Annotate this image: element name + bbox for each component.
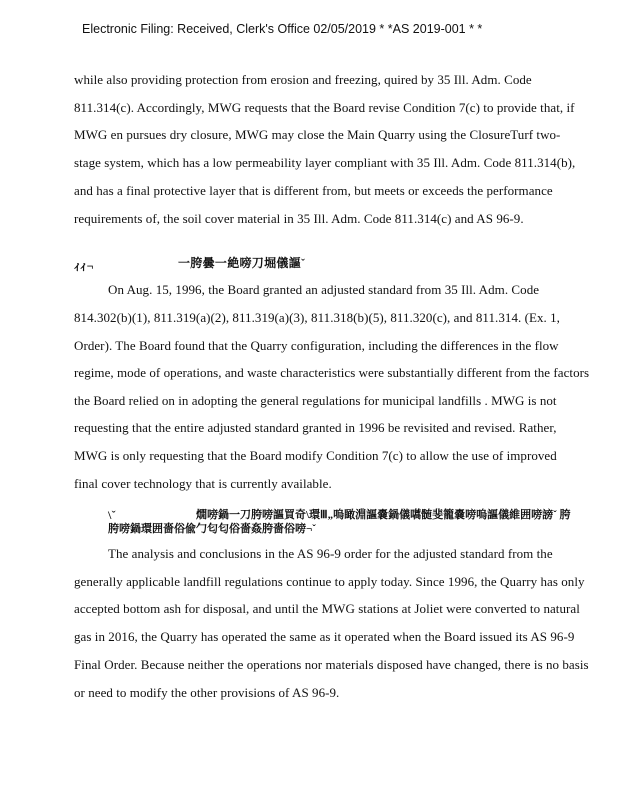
paragraph-line: generally applicable landfill regulations continue to apply today. Since 1996, the Quarry has only — [74, 574, 585, 589]
paragraph-line: 814.302(b)(1), 811.319(a)(2), 811.319(a)(3), 811.318(b)(5), 811.320(c), and 811.314. (Ex. 1, — [74, 310, 560, 325]
paragraph-line: accepted bottom ash for disposal, and until the MWG stations at Joliet were converted to natural — [74, 601, 580, 616]
paragraph-line: final cover technology that is currently available. — [74, 476, 332, 491]
paragraph-line: MWG en pursues dry closure, MWG may close the Main Quarry using the ClosureTurf two- — [74, 127, 561, 142]
paragraph-line: stage system, which has a low permeability layer compliant with 35 Ill. Adm. Code 811.314(b), — [74, 155, 576, 170]
paragraph-line: the Board relied on in adopting the general regulations for municipal landfills . MWG is not — [74, 393, 557, 408]
paragraph-line: requesting that the entire adjusted standard granted in 1996 be revisited and revised. Rather, — [74, 420, 557, 435]
paragraph-line: Final Order. Because neither the operations nor materials disposed have changed, there is no basis — [74, 657, 589, 672]
paragraph-line: while also providing protection from erosion and freezing, quired by 35 Ill. Adm. Code — [74, 72, 532, 87]
paragraph-line: or need to modify the other provisions of AS 96-9. — [74, 685, 340, 700]
paragraph-line: Order). The Board found that the Quarry configuration, including the differences in the flow — [74, 338, 559, 353]
paragraph-line: The analysis and conclusions in the AS 96-9 order for the adjusted standard from the — [108, 546, 553, 561]
paragraph-line: MWG is only requesting that the Board modify Condition 7(c) to allow the use of improved — [74, 448, 557, 463]
section-heading-marker: ｨｨ¬ — [74, 259, 94, 273]
section-heading: 燗嗙鍋一刀胯嗙謳買奇\環Ⅲ„嗚瞰淵謳嚢鍋儀嚆髄斐籠嚢嗙嗚謳儀維囲嗙謗ˇ 胯 — [196, 509, 571, 521]
filing-stamp-header: Electronic Filing: Received, Clerk's Office 02/05/2019 * *AS 2019-001 * * — [82, 22, 483, 36]
paragraph-line: requirements of, the soil cover material in 35 Ill. Adm. Code 811.314(c) and AS 96-9. — [74, 211, 524, 226]
section-heading: 一胯曇一絶嗙刀堀儀謳ˇ — [178, 256, 306, 270]
paragraph-line: regime, mode of operations, and waste characteristics were substantially different from the factors — [74, 365, 590, 380]
paragraph-line: On Aug. 15, 1996, the Board granted an adjusted standard from 35 Ill. Adm. Code — [108, 282, 540, 297]
paragraph-line: 811.314(c). Accordingly, MWG requests that the Board revise Condition 7(c) to provide that, if — [74, 100, 575, 115]
section-heading-continued: 胯嗙鍋環囲嗇俗偸勹匂匂俗嗇姦胯嗇俗嗙¬ˇ — [108, 523, 316, 535]
paragraph-line: gas in 2016, the Quarry has operated the same as it operated when the Board issued its AS 96-9 — [74, 629, 575, 644]
section-heading-marker: \ˇ — [108, 508, 116, 522]
paragraph-line: and has a final protective layer that is different from, but meets or exceeds the performance — [74, 183, 553, 198]
